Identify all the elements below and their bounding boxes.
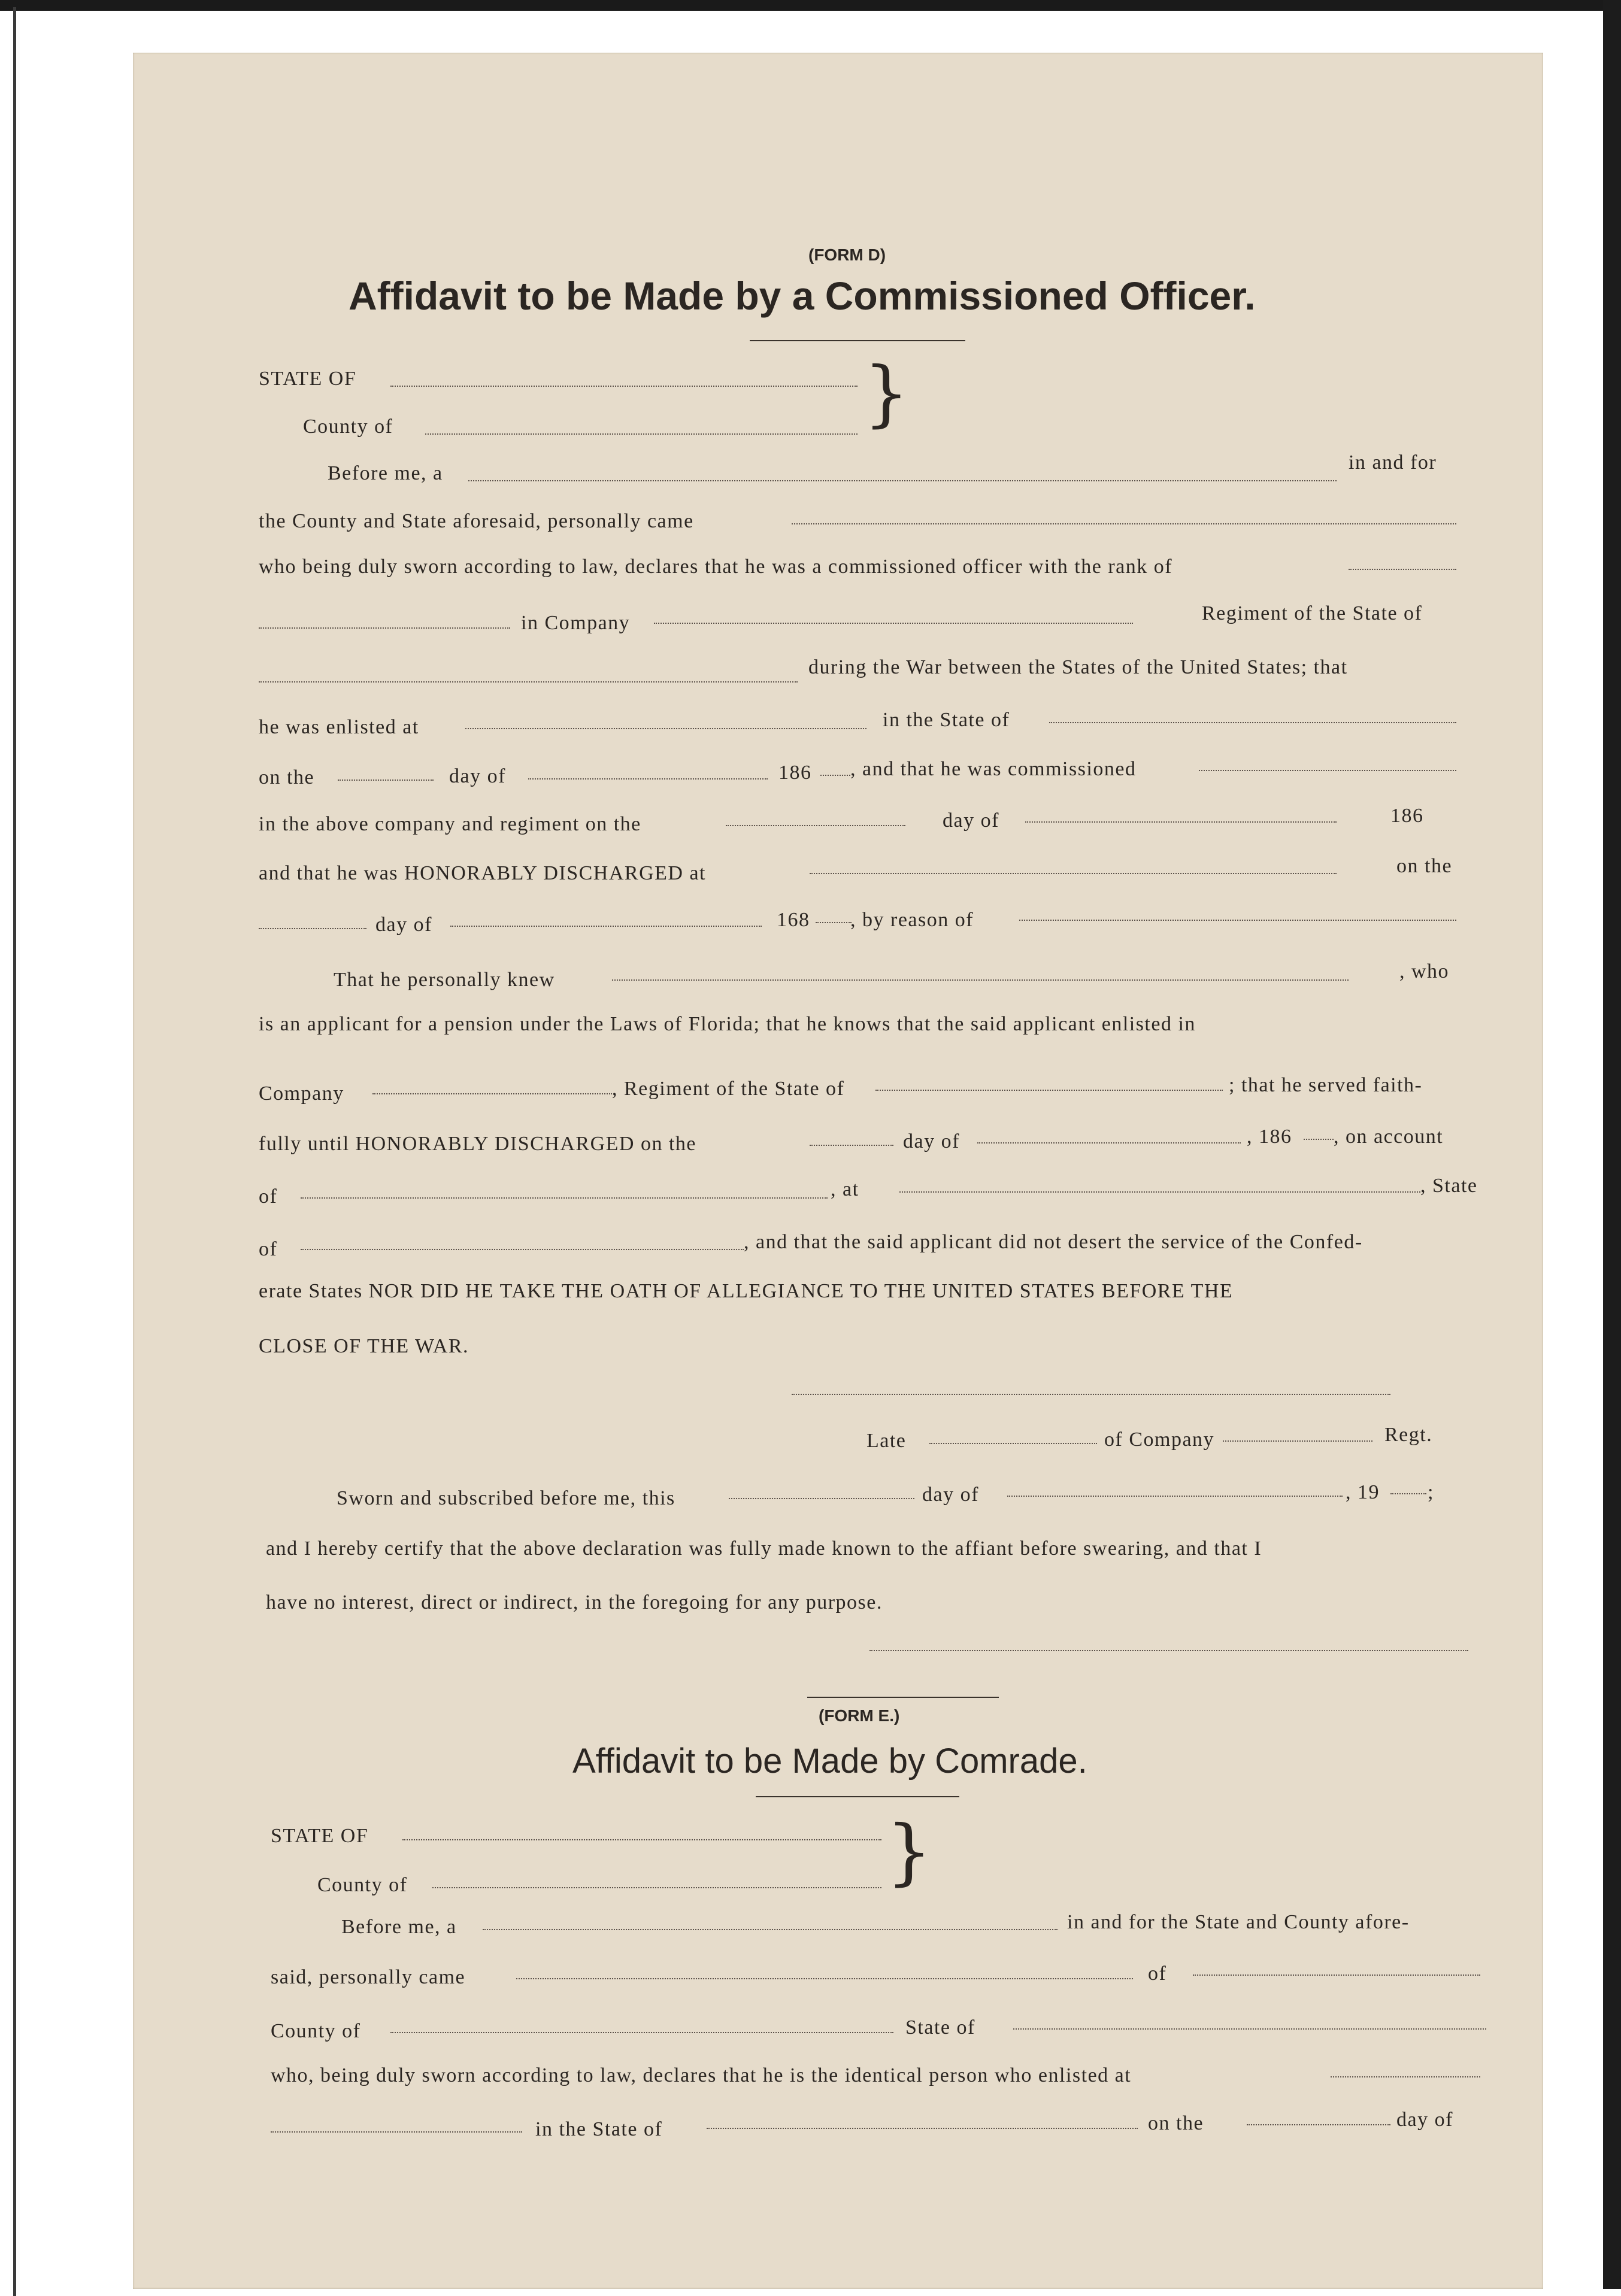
form-d-title: Affidavit to be Made by a Commissioned Officer. xyxy=(349,274,1256,318)
form-e-said-came-label: said, personally came xyxy=(271,1966,466,1988)
commission-day-field[interactable] xyxy=(726,825,905,826)
year-186-label: 186 xyxy=(778,762,812,784)
state-field[interactable] xyxy=(259,681,798,683)
commission-month-field[interactable] xyxy=(1025,821,1337,823)
fully-until-label: fully until HONORABLY DISCHARGED on the xyxy=(259,1133,696,1155)
form-e-state-field[interactable] xyxy=(402,1839,881,1840)
late-field[interactable] xyxy=(929,1443,1097,1444)
above-company-label: in the above company and regiment on the xyxy=(259,813,641,835)
form-e-of-label: of xyxy=(1148,1963,1167,1985)
year-19-label: , 19 xyxy=(1346,1481,1380,1503)
form-e-enlisted-at-field[interactable] xyxy=(1331,2076,1480,2077)
discharged-at-field[interactable] xyxy=(810,873,1337,874)
sworn-day-field[interactable] xyxy=(729,1498,914,1499)
at-label: , at xyxy=(831,1178,859,1200)
year-186-b-label: 186 xyxy=(1390,805,1424,827)
form-e-enlist-state-field[interactable] xyxy=(707,2128,1138,2129)
of-state-field[interactable] xyxy=(301,1249,744,1250)
by-reason-label: , by reason of xyxy=(850,909,974,931)
form-e-title: Affidavit to be Made by Comrade. xyxy=(572,1742,1087,1781)
enlisted-state-field[interactable] xyxy=(1049,722,1456,723)
sworn-month-field[interactable] xyxy=(1007,1496,1343,1497)
brace: } xyxy=(863,352,910,435)
rank-field-cont[interactable] xyxy=(259,627,510,629)
form-e-brace: } xyxy=(886,1810,932,1894)
state-end-label: , State xyxy=(1420,1175,1478,1197)
form-e-before-me-label: Before me, a xyxy=(341,1916,457,1938)
affiant-signature-line[interactable] xyxy=(792,1394,1390,1395)
in-state-of-label: in the State of xyxy=(883,709,1010,731)
form-e-county-field[interactable] xyxy=(432,1887,881,1888)
year-168-label: 168 xyxy=(777,909,810,931)
form-e-on-the-label: on the xyxy=(1148,2112,1204,2134)
form-e-in-and-for-label: in and for the State and County afore- xyxy=(1067,1911,1410,1933)
did-not-desert-text: , and that the said applicant did not desert the service of the Confed- xyxy=(744,1231,1363,1253)
form-e-enlist-day-field[interactable] xyxy=(1247,2124,1390,2125)
close-of-war-text: CLOSE OF THE WAR. xyxy=(259,1335,469,1357)
discharge-year-field[interactable] xyxy=(816,922,852,923)
applicant-company-field[interactable] xyxy=(372,1093,612,1094)
form-e-county-of-2-label: County of xyxy=(271,2020,361,2042)
on-the-end-label: on the xyxy=(1396,855,1453,877)
hereby-certify-text: and I hereby certify that the above declaration was fully made known to the affiant before swearing, and that I xyxy=(266,1537,1262,1560)
form-e-county-2-field[interactable] xyxy=(390,2032,893,2033)
officer-signature-line[interactable] xyxy=(869,1650,1468,1651)
regt-label: Regt. xyxy=(1384,1424,1433,1446)
erate-states-text: erate States NOR DID HE TAKE THE OATH OF ALLEGIANCE TO THE UNITED STATES BEFORE THE xyxy=(259,1280,1234,1302)
of-2-label: of xyxy=(259,1238,278,1260)
day-of-2-label: day of xyxy=(943,809,999,832)
form-e-state-2-field[interactable] xyxy=(1013,2028,1486,2030)
form-e-day-of-label: day of xyxy=(1396,2109,1453,2131)
form-e-of-field[interactable] xyxy=(1193,1975,1480,1976)
form-e-who-sworn-text: who, being duly sworn according to law, declares that he is the identical person who enlisted at xyxy=(271,2064,1132,2086)
county-state-aforesaid: the County and State aforesaid, personally came xyxy=(259,510,694,532)
company-field[interactable] xyxy=(654,623,1133,624)
applicant-name-field[interactable] xyxy=(612,979,1349,981)
who-label: , who xyxy=(1399,960,1450,982)
form-e-state-of-label: STATE OF xyxy=(271,1825,369,1847)
commissioned-label: , and that he was commissioned xyxy=(850,758,1137,780)
rank-field[interactable] xyxy=(1349,569,1456,570)
form-e-state-of-2-label: State of xyxy=(905,2016,975,2039)
of-1-label: of xyxy=(259,1185,278,1208)
county-of-field[interactable] xyxy=(425,433,858,435)
day-of-3-label: day of xyxy=(375,914,432,936)
sworn-subscribed-label: Sworn and subscribed before me, this xyxy=(337,1487,675,1509)
reason-field[interactable] xyxy=(1019,920,1456,921)
county-of-label: County of xyxy=(303,415,393,438)
before-me-field[interactable] xyxy=(468,480,1337,481)
form-e-label: (FORM E.) xyxy=(819,1706,900,1725)
form-d-label: (FORM D) xyxy=(808,245,886,264)
state-of-label: STATE OF xyxy=(259,368,357,390)
in-and-for-label: in and for xyxy=(1349,451,1437,474)
sworn-year-field[interactable] xyxy=(1390,1493,1426,1494)
day-of-label: day of xyxy=(449,765,506,787)
state-of-field[interactable] xyxy=(390,386,858,387)
form-e-county-of-label: County of xyxy=(317,1874,408,1896)
form-e-title-rule xyxy=(756,1796,959,1797)
form-e-top-rule xyxy=(807,1697,999,1698)
late-label: Late xyxy=(866,1430,907,1452)
applicant-state-field[interactable] xyxy=(875,1090,1223,1091)
account-field[interactable] xyxy=(301,1197,828,1199)
scan-left-edge xyxy=(13,7,16,2296)
regiment-state-label: , Regiment of the State of xyxy=(612,1078,845,1100)
served-faith-label: ; that he served faith- xyxy=(1229,1074,1423,1096)
enlisted-at-label: he was enlisted at xyxy=(259,716,419,738)
title-rule xyxy=(750,340,965,341)
semicolon: ; xyxy=(1428,1481,1434,1503)
enlist-month-field[interactable] xyxy=(528,778,768,780)
discharge-day-field[interactable] xyxy=(259,928,366,929)
form-e-enlisted-at-field-cont[interactable] xyxy=(271,2131,522,2133)
document-page xyxy=(133,53,1543,2289)
at-field[interactable] xyxy=(899,1191,1420,1193)
regiment-label: Regiment of the State of xyxy=(1202,602,1423,624)
who-being-sworn: who being duly sworn according to law, declares that he was a commissioned officer with the rank of xyxy=(259,556,1173,578)
form-e-in-state-of-label: in the State of xyxy=(535,2118,663,2140)
of-company-field[interactable] xyxy=(1223,1440,1372,1442)
before-me-label: Before me, a xyxy=(328,462,443,484)
scan-right-edge xyxy=(1603,0,1621,2289)
of-company-label: of Company xyxy=(1104,1428,1215,1451)
is-applicant-text: is an applicant for a pension under the Laws of Florida; that he knows that the said applicant enlisted in xyxy=(259,1013,1196,1035)
on-account-label: , on account xyxy=(1334,1126,1444,1148)
applicant-discharge-day-field[interactable] xyxy=(810,1145,893,1146)
applicant-discharge-year-field[interactable] xyxy=(1304,1139,1334,1140)
during-war-text: during the War between the States of the United States; that xyxy=(808,656,1348,678)
in-company-label: in Company xyxy=(521,612,631,634)
year-186-c-label: , 186 xyxy=(1247,1126,1292,1148)
personally-came-field[interactable] xyxy=(792,523,1456,524)
scan-top-edge xyxy=(0,0,1621,11)
commissioned-field[interactable] xyxy=(1199,770,1456,771)
day-of-5-label: day of xyxy=(922,1484,979,1506)
no-interest-text: have no interest, direct or indirect, in the foregoing for any purpose. xyxy=(266,1591,883,1613)
form-e-came-field[interactable] xyxy=(516,1978,1133,1979)
discharge-month-field[interactable] xyxy=(450,926,762,927)
day-of-4-label: day of xyxy=(903,1130,960,1152)
discharged-at-label: and that he was HONORABLY DISCHARGED at xyxy=(259,862,706,884)
applicant-discharge-month-field[interactable] xyxy=(977,1142,1241,1144)
personally-knew-label: That he personally knew xyxy=(334,969,555,991)
enlist-day-field[interactable] xyxy=(338,780,434,781)
enlisted-at-field[interactable] xyxy=(465,728,866,729)
enlist-year-field[interactable] xyxy=(820,775,850,776)
company-label: Company xyxy=(259,1082,344,1105)
form-e-before-me-field[interactable] xyxy=(483,1929,1058,1930)
on-the-label: on the xyxy=(259,766,315,788)
